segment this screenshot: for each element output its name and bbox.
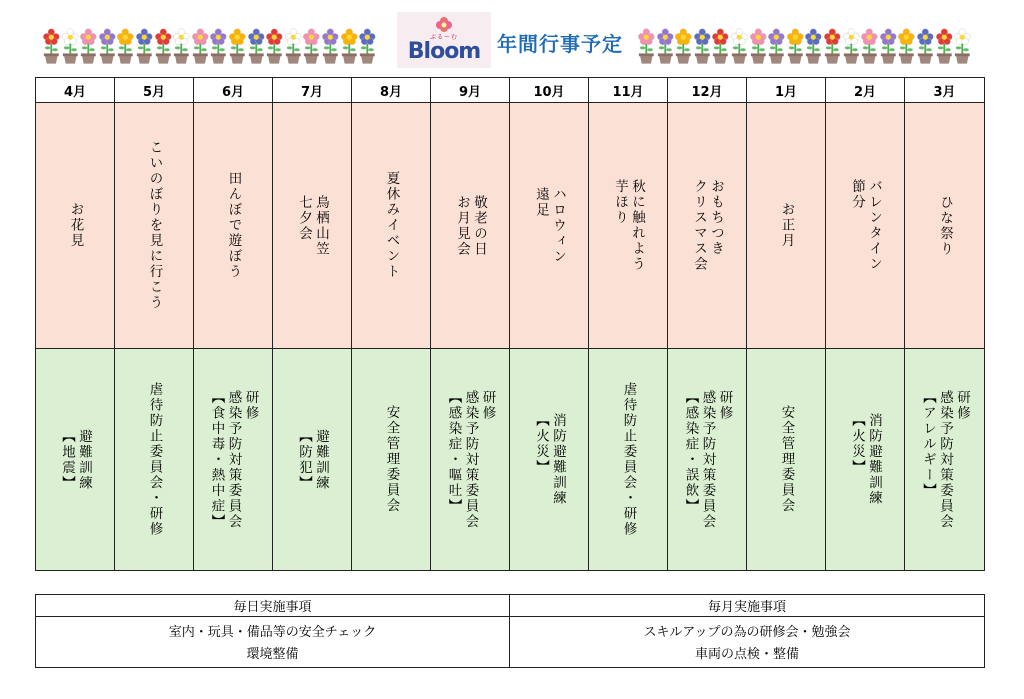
training-text: 避難訓練 【地震】: [59, 428, 92, 491]
event-cell: [115, 103, 194, 349]
flower-pot-icon: [823, 26, 842, 66]
training-cell: [431, 349, 510, 570]
event-text: 敬老の日 お月見会: [454, 194, 487, 257]
training-text: 安全管理委員会: [383, 405, 400, 514]
training-text: 虐待防止委員会・研修: [146, 382, 163, 537]
training-text: 研修 感染予防対策委員会 【食中毒・熱中症】: [208, 389, 259, 530]
event-text: 夏休みイベント: [383, 171, 400, 280]
flower-pot-icon: [842, 26, 861, 66]
month-header: 4月: [36, 78, 115, 103]
training-cell: [273, 349, 352, 570]
flower-pot-icon: [637, 26, 656, 66]
month-header: 11月: [589, 78, 668, 103]
flower-pot-icon: [98, 26, 117, 66]
training-cell: [115, 349, 194, 570]
daily-tasks-header: 毎日実施事項: [36, 595, 510, 617]
event-text: 鳥栖山笠 七夕会: [296, 194, 329, 257]
month-header: 6月: [194, 78, 273, 103]
training-text: 消防避難訓練 【火災】: [849, 413, 882, 506]
event-cell: [668, 103, 747, 349]
flower-pot-icon: [302, 26, 321, 66]
daily-task-item: 環境整備: [246, 647, 299, 662]
flower-pot-icon: [897, 26, 916, 66]
flower-pot-icon: [340, 26, 359, 66]
flower-pot-icon: [191, 26, 210, 66]
month-header: 7月: [273, 78, 352, 103]
monthly-tasks-header: 毎月実施事項: [510, 595, 984, 617]
flower-pot-icon: [265, 26, 284, 66]
event-text: バレンタイン 節分: [849, 179, 882, 272]
event-cell: [431, 103, 510, 349]
flower-pot-icon: [321, 26, 340, 66]
flower-pot-icon: [935, 26, 954, 66]
event-cell: [352, 103, 431, 349]
bloom-logo: [397, 12, 491, 68]
month-header: 2月: [826, 78, 905, 103]
event-cell: [273, 103, 352, 349]
training-cell: [352, 349, 431, 570]
page-title: 年間行事予定: [497, 32, 623, 56]
logo-caption: ぶるーむ: [429, 34, 458, 41]
training-cell: [36, 349, 115, 570]
flower-pot-icon: [916, 26, 935, 66]
flower-border-left: [42, 26, 377, 66]
event-cell: [194, 103, 273, 349]
training-text: 避難訓練 【防犯】: [296, 428, 329, 491]
month-header: 9月: [431, 78, 510, 103]
training-text: 消防避難訓練 【火災】: [533, 413, 566, 506]
flower-pot-icon: [767, 26, 786, 66]
event-text: 田んぼで遊ぼう: [225, 171, 242, 280]
flower-pot-icon: [284, 26, 303, 66]
flower-pot-icon: [656, 26, 675, 66]
daily-tasks-list: [36, 617, 510, 667]
flower-pot-icon: [730, 26, 749, 66]
annual-schedule-table: [35, 77, 985, 571]
flower-pot-icon: [209, 26, 228, 66]
flower-pot-icon: [42, 26, 61, 66]
event-text: お花見: [67, 202, 84, 249]
routine-tasks-table: [35, 594, 985, 668]
event-text: お正月: [778, 202, 795, 249]
event-text: こいのぼりを見に行こう: [146, 140, 163, 311]
training-cell: [510, 349, 589, 570]
event-text: 秋に触れよう 芋ほり: [612, 179, 645, 272]
monthly-task-item: スキルアップの為の研修会・勉強会: [643, 625, 851, 640]
training-cell: [589, 349, 668, 570]
event-cell: [36, 103, 115, 349]
month-header: 8月: [352, 78, 431, 103]
event-text: ひな祭り: [937, 194, 953, 257]
month-header: 5月: [115, 78, 194, 103]
flower-pot-icon: [693, 26, 712, 66]
month-header: 3月: [905, 78, 984, 103]
flower-pot-icon: [135, 26, 154, 66]
daily-task-item: 室内・玩具・備品等の安全チェック: [168, 625, 377, 640]
flower-pot-icon: [804, 26, 823, 66]
event-cell: [905, 103, 984, 349]
flower-pot-icon: [786, 26, 805, 66]
monthly-task-item: 車両の点検・整備: [694, 647, 799, 662]
event-cell: [747, 103, 826, 349]
training-cell: [826, 349, 905, 570]
event-text: おもちつき クリスマス会: [691, 179, 724, 272]
month-header: 12月: [668, 78, 747, 103]
event-cell: [826, 103, 905, 349]
flower-pot-icon: [61, 26, 80, 66]
logo-wordmark: Bloom: [407, 39, 481, 64]
flower-border-right: [637, 26, 972, 66]
month-header: 10月: [510, 78, 589, 103]
event-text: ハロウィン 遠足: [533, 186, 566, 265]
month-header: 1月: [747, 78, 826, 103]
training-text: 研修 感染予防対策委員会 【感染症・誤飲】: [682, 389, 733, 530]
flower-pot-icon: [116, 26, 135, 66]
event-cell: [589, 103, 668, 349]
flower-pot-icon: [860, 26, 879, 66]
training-text: 安全管理委員会: [778, 405, 795, 514]
flower-pot-icon: [879, 26, 898, 66]
training-text: 研修 感染予防対策委員会 【感染症・嘔吐】: [445, 389, 496, 530]
monthly-tasks-list: [510, 617, 984, 667]
flower-pot-icon: [953, 26, 972, 66]
flower-pot-icon: [247, 26, 266, 66]
training-cell: [668, 349, 747, 570]
flower-pot-icon: [358, 26, 377, 66]
training-text: 虐待防止委員会・研修: [620, 382, 637, 537]
flower-pot-icon: [172, 26, 191, 66]
training-cell: [194, 349, 273, 570]
flower-pot-icon: [674, 26, 693, 66]
flower-pot-icon: [154, 26, 173, 66]
flower-pot-icon: [749, 26, 768, 66]
flower-pot-icon: [711, 26, 730, 66]
flower-pot-icon: [228, 26, 247, 66]
training-cell: [905, 349, 984, 570]
training-cell: [747, 349, 826, 570]
event-cell: [510, 103, 589, 349]
training-text: 研修 感染予防対策委員会 【アレルギー】: [920, 389, 970, 530]
flower-pot-icon: [79, 26, 98, 66]
